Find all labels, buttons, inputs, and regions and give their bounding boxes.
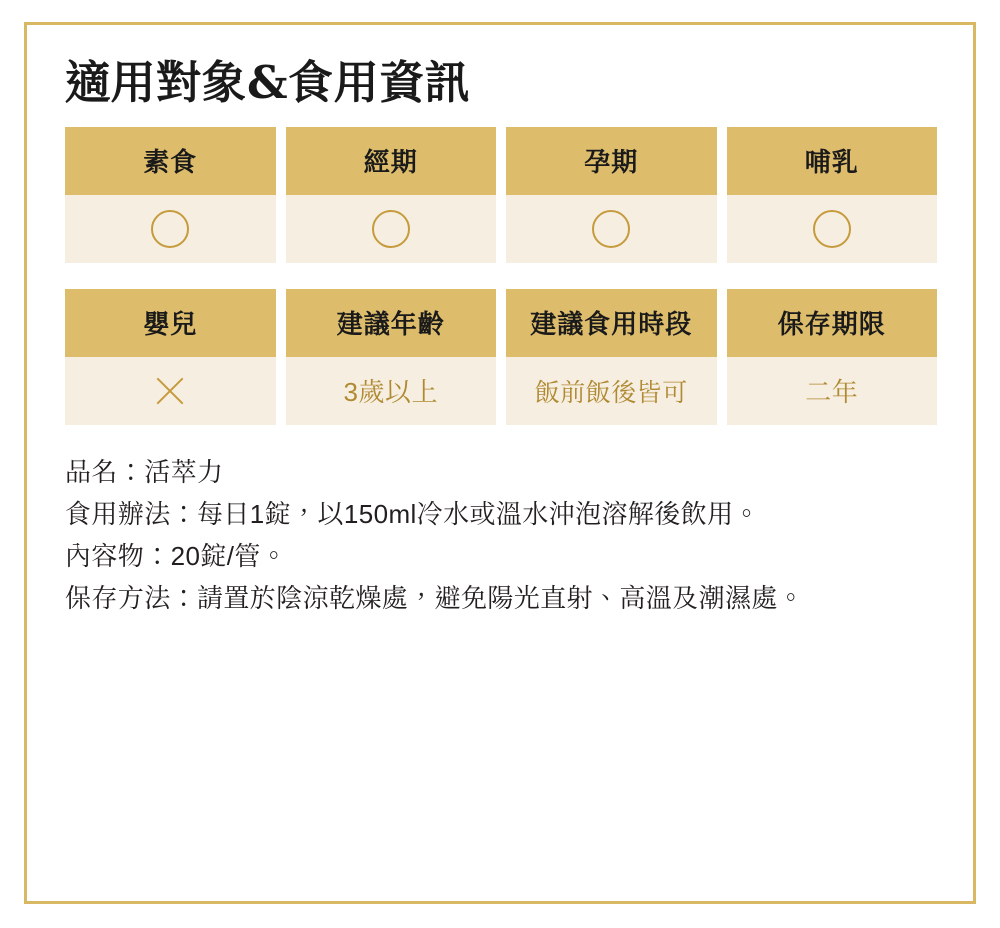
value-cell-infant (65, 357, 276, 425)
value-cell-shelf-life: 二年 (727, 357, 938, 425)
value-cell-menstruation (286, 195, 497, 263)
value-cell-pregnancy (506, 195, 717, 263)
header-cell-recommended-time: 建議食用時段 (506, 289, 717, 357)
note-usage: 食用辦法：每日1錠，以150ml冷水或溫水沖泡溶解後飲用。 (65, 498, 760, 529)
header-cell-menstruation: 經期 (286, 127, 497, 195)
product-notes (65, 451, 945, 619)
circle-icon (813, 210, 851, 248)
value-cell-recommended-age: 3歲以上 (286, 357, 497, 425)
note-product-name: 品名：活萃力 (65, 456, 224, 487)
note-contents: 內容物：20錠/管。 (65, 540, 288, 571)
header-cell-infant: 嬰兒 (65, 289, 276, 357)
header-cell-vegetarian: 素食 (65, 127, 276, 195)
circle-icon (372, 210, 410, 248)
table-value-row-2 (65, 357, 937, 425)
table-header-row-1 (65, 127, 937, 195)
header-cell-breastfeeding: 哺乳 (727, 127, 938, 195)
header-cell-shelf-life: 保存期限 (727, 289, 938, 357)
page-title: 適用對象&食用資訊 (65, 56, 471, 109)
info-panel (24, 22, 976, 904)
header-cell-recommended-age: 建議年齡 (286, 289, 497, 357)
value-cell-recommended-time: 飯前飯後皆可 (506, 357, 717, 425)
suitability-table (65, 127, 937, 425)
value-cell-breastfeeding (727, 195, 938, 263)
cross-icon (152, 373, 188, 409)
circle-icon (592, 210, 630, 248)
header-cell-pregnancy: 孕期 (506, 127, 717, 195)
note-storage: 保存方法：請置於陰涼乾燥處，避免陽光直射、高溫及潮濕處。 (65, 583, 805, 614)
table-value-row-1 (65, 195, 937, 263)
value-cell-vegetarian (65, 195, 276, 263)
circle-icon (151, 210, 189, 248)
table-header-row-2 (65, 289, 937, 357)
